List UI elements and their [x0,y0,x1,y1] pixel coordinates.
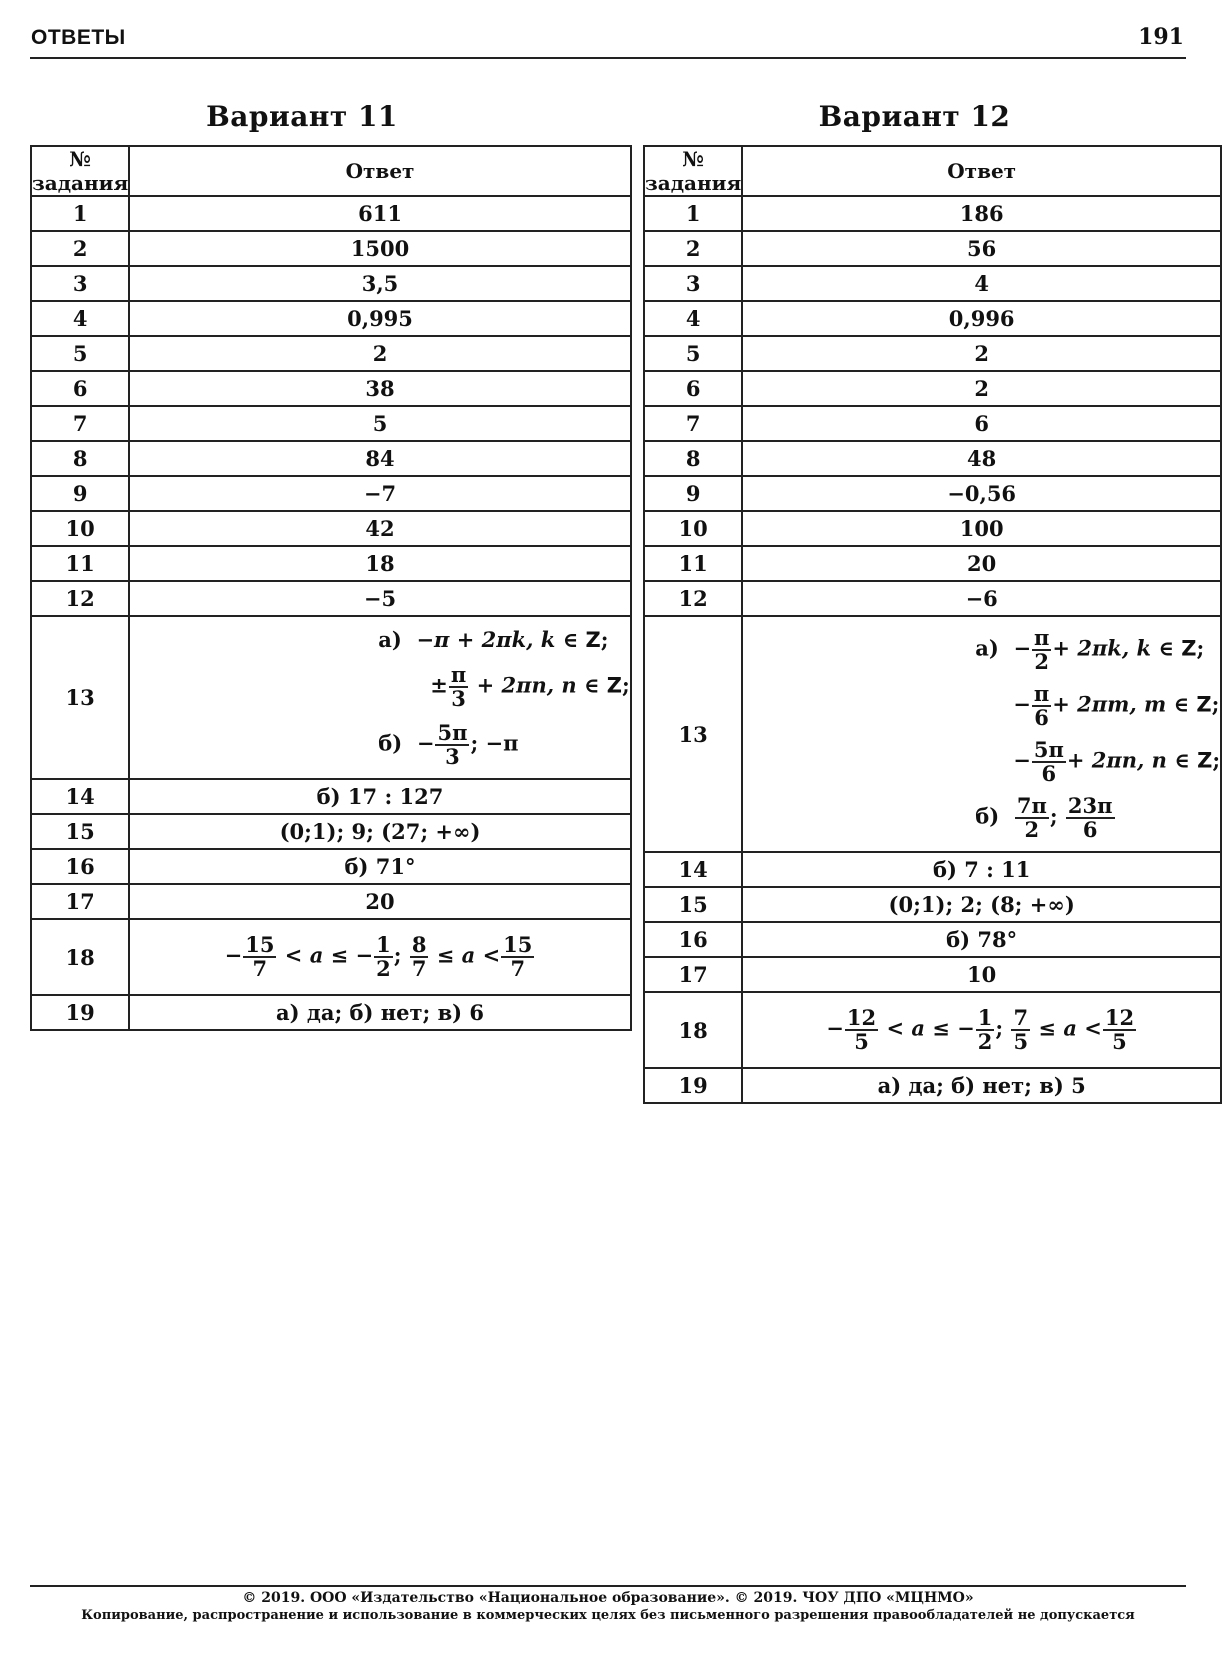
table-body [644,852,1221,992]
table-row [31,266,631,301]
task-number: 14 [31,779,129,814]
table-row [644,476,1221,511]
table-row [31,546,631,581]
task-number: 11 [31,546,129,581]
table-header [644,146,1221,196]
answer-cell: 3,5 [129,266,631,301]
answer-cell: −7 [129,476,631,511]
answer-cell: (0;1); 2; (8; +∞) [742,887,1221,922]
answer-cell: 18 [129,546,631,581]
table-row [644,371,1221,406]
table-row [644,1068,1221,1103]
header-divider [30,57,1186,59]
answer-line: а) −π + 2πk, k ∈ Z; [378,627,609,652]
table-row [31,616,631,779]
table-row [31,849,631,884]
table-row [644,511,1221,546]
table-row [31,814,631,849]
table-row [31,476,631,511]
task-number: 4 [31,301,129,336]
task-number: 3 [31,266,129,301]
answer-cell: 1500 [129,231,631,266]
task-number: 2 [644,231,742,266]
copyright-line: © 2019. ООО «Издательство «Национальное образование». © 2019. ЧОУ ДПО «МЦНМО» [242,1590,974,1606]
answer-cell: б) 78° [742,922,1221,957]
answer-cell: −5 [129,581,631,616]
table-body [31,779,631,919]
answer-line: ± $\frac{\pi}{3}$ + 2πn, n ∈ Z; [430,662,630,712]
task-number: 18 [644,992,742,1068]
answer-13 [742,616,1221,852]
answer-line: − $\frac{\pi}{6}$ + 2πm, m ∈ Z; [1013,681,1220,731]
task-number: 7 [31,406,129,441]
answer-cell: 20 [742,546,1221,581]
table-row [31,441,631,476]
answer-cell: 38 [129,371,631,406]
answer-cell: 48 [742,441,1221,476]
footer-divider [30,1585,1186,1587]
answer-cell: 2 [129,336,631,371]
task-number: 9 [644,476,742,511]
task-number: 5 [644,336,742,371]
license-notice: Копирование, распространение и использование в коммерческих целях без письменного разрешения правообладателей не допускается [81,1608,1135,1623]
table-body-13 [644,616,1221,852]
table-row [31,581,631,616]
answer-cell: 2 [742,371,1221,406]
task-number: 15 [31,814,129,849]
table-row [644,546,1221,581]
task-number: 5 [31,336,129,371]
task-number: 2 [31,231,129,266]
task-number: 4 [644,301,742,336]
answer-cell: −0,56 [742,476,1221,511]
answer-line: − $\frac{5\pi}{6}$ + 2πn, n ∈ Z; [1013,737,1221,787]
table-row [644,231,1221,266]
answer-cell: (0;1); 9; (27; +∞) [129,814,631,849]
task-column-header: № задания [645,147,742,195]
answer-cell: −6 [742,581,1221,616]
answers-table-12 [643,145,1222,1104]
task-number: 6 [31,371,129,406]
table-row [644,441,1221,476]
answer-column-header: Ответ [742,146,1221,196]
answer-cell: б) 71° [129,849,631,884]
task-number: 13 [644,616,742,852]
task-number: 11 [644,546,742,581]
variant-12-title: Вариант 12 [818,100,1011,133]
page-number: 191 [1138,24,1184,50]
task-number: 10 [644,511,742,546]
table-row [31,884,631,919]
answer-cell: 0,996 [742,301,1221,336]
task-number: 19 [644,1068,742,1103]
answer-cell: б) 17 : 127 [129,779,631,814]
table-row [31,995,631,1030]
task-number: 19 [31,995,129,1030]
answer-line: б) $\frac{7\pi}{2}$ ; $\frac{23\pi}{6}$ [975,793,1113,843]
variant-11-title: Вариант 11 [206,100,398,133]
answer-cell: 84 [129,441,631,476]
table-body [31,196,631,616]
table-row [644,957,1221,992]
table-row [644,301,1221,336]
task-number: 18 [31,919,129,995]
table-body-13 [31,616,631,779]
table-header [31,146,631,196]
table-row [644,887,1221,922]
answer-cell: 56 [742,231,1221,266]
answer-cell: 5 [129,406,631,441]
task-number: 16 [644,922,742,957]
answer-13 [129,616,631,779]
answers-table-11 [30,145,632,1031]
answer-line: б) − $\frac{5\pi}{3}$ ; −π [378,720,519,770]
table-row [31,511,631,546]
answer-cell: 42 [129,511,631,546]
table-row [31,196,631,231]
task-number: 12 [31,581,129,616]
variant-12 [643,100,1221,1104]
table-row [644,852,1221,887]
task-number: 6 [644,371,742,406]
task-number: 10 [31,511,129,546]
table-row [644,581,1221,616]
table-row [644,336,1221,371]
answer-cell: 186 [742,196,1221,231]
task-number: 3 [644,266,742,301]
table-row [31,231,631,266]
answer-cell: 0,995 [129,301,631,336]
table-row [644,266,1221,301]
answer-cell: 100 [742,511,1221,546]
task-number: 12 [644,581,742,616]
answer-18: − $\frac{12}{5}$ < a ≤ − $\frac{1}{2}$ ; $\frac{7}{5}$ ≤ a < $\frac{12}{5}$ [742,992,1221,1068]
table-body-18 [31,919,631,1030]
answer-18: − $\frac{15}{7}$ < a ≤ − $\frac{1}{2}$ ; $\frac{8}{7}$ ≤ a < $\frac{15}{7}$ [129,919,631,995]
task-number: 9 [31,476,129,511]
table-row [644,616,1221,852]
task-number: 15 [644,887,742,922]
table-row [644,406,1221,441]
task-number: 1 [31,196,129,231]
task-column-header: № задания [32,147,129,195]
answer-cell: 4 [742,266,1221,301]
variant-11 [30,100,630,1031]
table-body [644,196,1221,616]
task-number: 1 [644,196,742,231]
task-number: 14 [644,852,742,887]
task-number: 8 [31,441,129,476]
task-number: 13 [31,616,129,779]
table-row [644,196,1221,231]
answer-column-header: Ответ [129,146,631,196]
task-number: 8 [644,441,742,476]
section-title: ОТВЕТЫ [31,26,126,49]
table-row [644,922,1221,957]
answer-line: а) − $\frac{\pi}{2}$ + 2πk, k ∈ Z; [975,625,1205,675]
answer-cell: 6 [742,406,1221,441]
answer-cell: а) да; б) нет; в) 5 [742,1068,1221,1103]
task-number: 7 [644,406,742,441]
table-row [644,992,1221,1068]
table-row [31,301,631,336]
table-row [31,371,631,406]
table-row [31,919,631,995]
answer-cell: 611 [129,196,631,231]
table-body-18 [644,992,1221,1103]
table-row [31,336,631,371]
table-row [31,779,631,814]
answer-cell: а) да; б) нет; в) 6 [129,995,631,1030]
answer-cell: б) 7 : 11 [742,852,1221,887]
answer-cell: 20 [129,884,631,919]
task-number: 16 [31,849,129,884]
table-row [31,406,631,441]
answer-cell: 10 [742,957,1221,992]
task-number: 17 [644,957,742,992]
answer-cell: 2 [742,336,1221,371]
task-number: 17 [31,884,129,919]
